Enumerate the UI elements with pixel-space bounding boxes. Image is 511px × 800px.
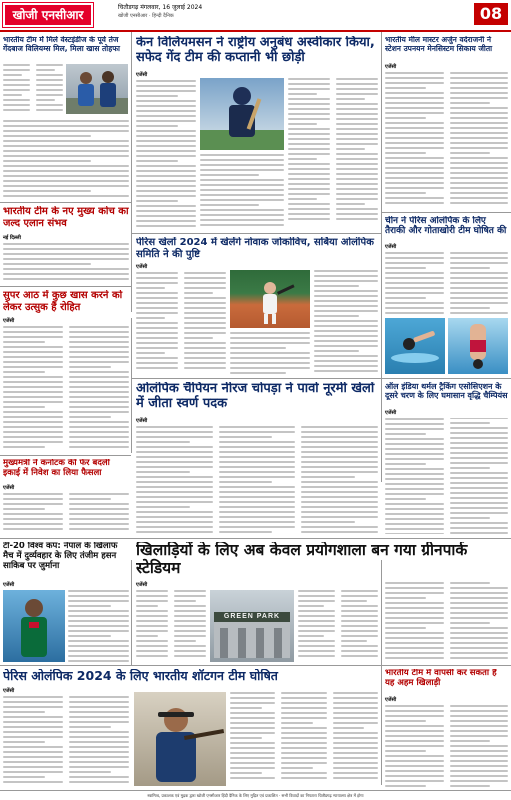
story-headline: मुख्यमंत्री ने कर्नाटक की फेर बदली इकाई में निवेश का लिया फैसला (3, 459, 110, 478)
page-number: 08 (474, 3, 508, 25)
story-headline: भारतीय टीम के नए मुख्य कोच का जल्द एलान संभव (3, 206, 129, 229)
diver-photo (448, 318, 508, 374)
story-body (3, 120, 129, 200)
story-body (298, 590, 378, 662)
edition-line: खोजी एनसीआर · हिन्दी दैनिक (118, 13, 174, 19)
story-body (385, 252, 508, 316)
story-body (3, 696, 129, 786)
section-divider (131, 233, 381, 234)
masthead (0, 0, 511, 32)
column-divider (381, 32, 382, 482)
story-body (136, 426, 378, 534)
story-dateline: एजेंसी (3, 318, 15, 324)
story-headline: भारतीय टीम में मिले वेस्टइंडीज के पूर्व तेज गेंदबाज विलियम्स मिल, मिला खास तोहफा (3, 36, 120, 53)
story-headline: सुपर आठ में कुछ खास करने को लेकर उत्सुक हैं रोहित (3, 290, 123, 313)
section-divider (0, 202, 131, 203)
column-divider (131, 318, 132, 453)
story-body (314, 270, 378, 376)
section-divider (381, 665, 511, 666)
williamson-photo (200, 78, 284, 150)
story-body (385, 582, 508, 662)
section-divider (131, 378, 511, 379)
story-dateline: एजेंसी (3, 688, 15, 694)
stadium-photo (210, 590, 294, 662)
story-headline: चीन ने पेरिस ओलंपिक के लिए तैराकी और गोताखोरी टीम घोषित की (385, 216, 507, 237)
story-headline: भारतीय टीम में वापसी कर सकता है यह अहम खिलाड़ी (385, 669, 497, 688)
story-dateline: एजेंसी (385, 244, 397, 250)
story-dateline: एजेंसी (385, 64, 397, 70)
story-body (136, 80, 196, 230)
story-dateline: एजेंसी (385, 410, 397, 416)
section-divider (0, 286, 131, 287)
shooter-photo (134, 692, 226, 786)
djokovic-photo (230, 270, 310, 328)
story-headline: भारतीय मील मास्टर अर्जुन वर्दराजनी ने स्टेशन उपनयन मेनसिस्टम सिकाय जीता (385, 36, 493, 53)
story-headline: पेरिस खेलों 2024 में खेलेंगे नोवाक जोकोविच, सर्बिया ओलंपिक समिति ने की पुष्टि (136, 237, 374, 260)
story-headline: टी-20 विश्व कप: नेपाल के खिलाफ मैच में दुर्व्यवहार के लिए तंजीम हसन साकिब पर जुर्माना (3, 542, 118, 571)
newspaper-logo: खोजी एनसीआर (3, 3, 93, 27)
column-divider (131, 32, 132, 312)
story-body (3, 326, 129, 452)
story-dateline: एजेंसी (136, 72, 148, 78)
story-body (230, 692, 378, 786)
players-photo (66, 64, 128, 114)
column-divider (131, 560, 132, 665)
story-body (385, 418, 508, 534)
section-divider (0, 665, 381, 666)
section-divider (0, 455, 131, 456)
story-headline: ऑल इंडिया थर्मल ट्रैकिंग एसोसिएशन के दूसरे चरण के लिए घमासान वृद्धि चैम्पियंस (385, 382, 508, 401)
story-dateline: एजेंसी (136, 418, 148, 424)
story-dateline: एजेंसी (136, 264, 148, 270)
story-dateline: एजेंसी (3, 485, 15, 491)
story-body (3, 243, 129, 283)
story-dateline: नई दिल्ली (3, 235, 21, 241)
section-divider (381, 212, 511, 213)
footer-imprint: स्वामित्व, प्रकाशक एवं मुद्रक द्वारा खोजी एनसीआर हिंदी दैनिक के लिए मुद्रित एवं प्रकाशित · सभी विवादों का निपटारा चितौडगढ़ न्यायालय क्षेत्र में होगा (0, 790, 511, 800)
story-headline: पेरिस ओलंपिक 2024 के लिए भारतीय शॉटगन टीम घोषित (3, 669, 278, 683)
story-headline: ओलंपिक चैंपियन नीरज चोपड़ा ने पावो नूरमी खेलों में जीता स्वर्ण पदक (136, 382, 375, 411)
story-body (136, 590, 206, 662)
story-body (68, 590, 129, 662)
column-divider (381, 560, 382, 785)
cricketer-photo (3, 590, 65, 662)
story-dateline: एजेंसी (385, 697, 397, 703)
story-body (288, 78, 378, 230)
lead-headline: खिलाड़ियों के लिए अब केवल प्रयोगशाला बन गया ग्रीनपार्क स्टेडियम (136, 542, 468, 577)
date-line: चितौडगढ़ मंगलवार, 16 जुलाई 2024 (118, 4, 203, 11)
story-body (385, 72, 508, 208)
stadium-sign: GREEN PARK (223, 613, 281, 620)
story-dateline: एजेंसी (3, 582, 15, 588)
section-divider (0, 538, 511, 539)
lead-headline: केन विलियमसन ने राष्ट्रीय अनुबंध अस्वीकार किया, सफेद गेंद टीम की कप्तानी भी छोड़ी (136, 36, 375, 65)
story-body (230, 332, 310, 376)
story-dateline: एजेंसी (136, 582, 148, 588)
story-body (200, 154, 284, 230)
swimmer-photo (385, 318, 445, 374)
story-body (136, 272, 226, 376)
story-body (385, 705, 508, 787)
story-body (3, 493, 129, 535)
